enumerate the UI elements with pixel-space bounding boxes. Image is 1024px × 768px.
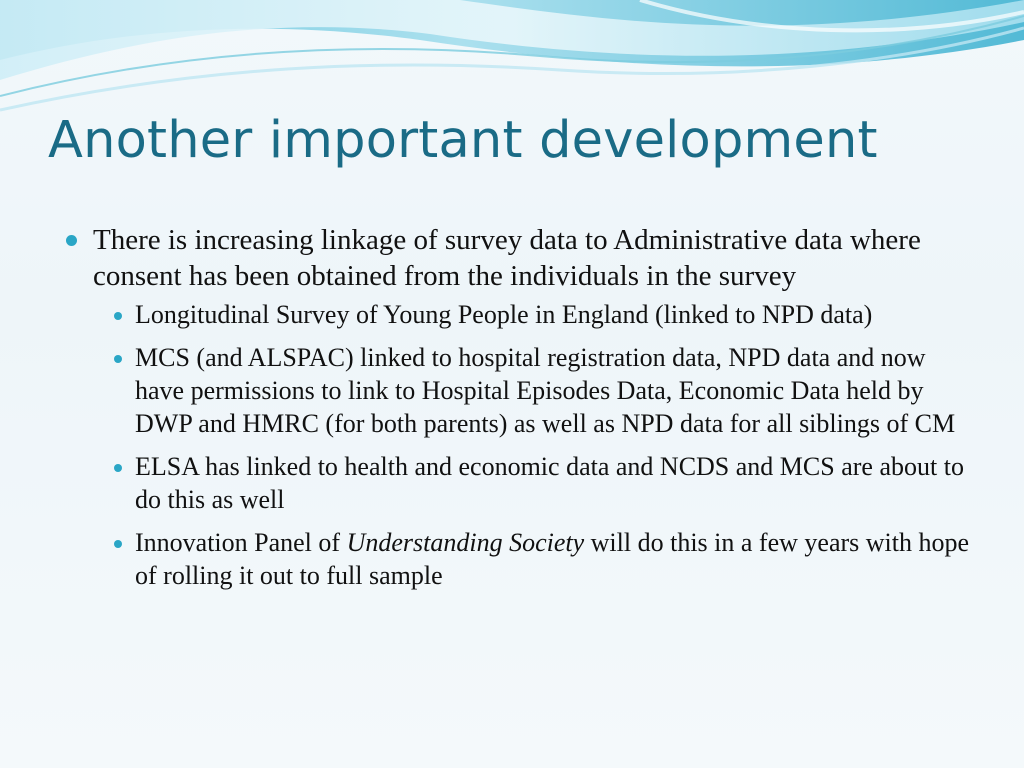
sub-bullet-text-italic: Understanding Society	[346, 528, 585, 557]
sub-bullet-text-after: will do this in a few years with hope of rolling it out to full sample	[135, 528, 970, 590]
wave-header-graphic	[0, 0, 1024, 120]
bullet-icon	[66, 235, 77, 246]
sub-bullet-list	[93, 298, 970, 592]
main-bullet-text: There is increasing linkage of survey data to Administrative data where consent has been obtained from the individuals in the survey	[93, 224, 921, 292]
sub-bullet-text: Longitudinal Survey of Young People in England (linked to NPD data)	[135, 300, 873, 329]
bullet-icon	[114, 312, 122, 320]
sub-bullet-text: ELSA has linked to health and economic data and NCDS and MCS are about to do this as well	[135, 452, 964, 514]
sub-bullet-item	[93, 526, 970, 592]
bullet-icon	[114, 355, 122, 363]
sub-bullet-text-before: Innovation Panel of	[135, 528, 347, 557]
bullet-list	[60, 222, 970, 592]
slide-title: Another important development	[48, 111, 878, 170]
sub-bullet-text: MCS (and ALSPAC) linked to hospital registration data, NPD data and now have permissions to link to Hospital Episodes Data, Economic Data held by DWP and HMRC (for both parents) as well as NPD data for all siblings of CM	[135, 343, 956, 438]
sub-bullet-item	[93, 341, 970, 440]
sub-bullet-item	[93, 298, 970, 331]
sub-bullet-item	[93, 450, 970, 516]
bullet-icon	[114, 464, 122, 472]
main-bullet-item	[60, 222, 970, 592]
slide-content	[60, 222, 970, 602]
bullet-icon	[114, 540, 122, 548]
